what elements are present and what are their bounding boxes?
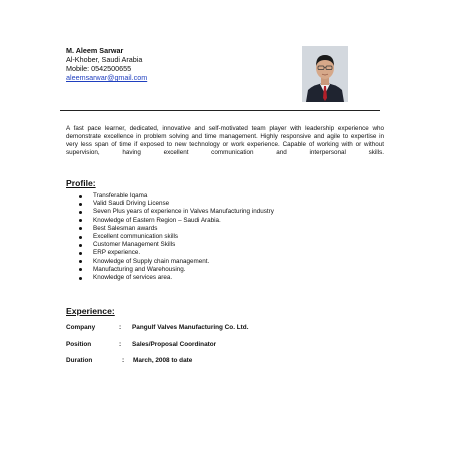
email-link[interactable]: aleemsarwar@gmail.com [66,73,148,82]
profile-photo [302,46,348,102]
separator: : [119,341,122,348]
bullet-icon [79,268,82,271]
bullet-icon [79,277,82,280]
list-item: Knowledge of services area. [66,274,274,282]
list-item: Transferable Iqama [66,192,274,200]
list-item: ERP experience. [66,249,274,257]
list-item: Manufacturing and Warehousing. [66,266,274,274]
position-label: Position [66,341,92,348]
bullet-icon [79,252,82,255]
separator: : [119,324,122,331]
position-value: Sales/Proposal Coordinator [132,341,217,348]
header-divider [60,110,380,111]
bullet-icon [79,227,82,230]
duration-label: Duration [66,357,93,364]
list-item: Customer Management Skills [66,241,274,249]
profile-heading: Profile: [66,178,96,188]
bullet-icon [79,195,82,198]
list-item: Best Salesman awards [66,225,274,233]
bullet-icon [79,244,82,247]
summary-paragraph: A fast pace learner, dedicated, innovative and self-motivated team player with leadership experience who demonstrate excellence in problem solving and time management. Highly responsive and agile to expertise in very less span of time if exposed to new technology or work experience. Capable of working with or without supervision, having excellent communication and interpersonal skills. [66,125,384,157]
candidate-name: M. Aleem Sarwar [66,46,124,55]
profile-list [66,192,274,282]
list-item: Knowledge of Supply chain management. [66,258,274,266]
list-item: Valid Saudi Driving License [66,200,274,208]
experience-heading: Experience: [66,306,115,316]
bullet-icon [79,260,82,263]
bullet-icon [79,211,82,214]
separator: : [122,357,125,364]
list-item: Excellent communication skills [66,233,274,241]
bullet-icon [79,203,82,206]
company-value: Pangulf Valves Manufacturing Co. Ltd. [132,324,249,331]
list-item: Seven Plus years of experience in Valves Manufacturing industry [66,208,274,216]
bullet-icon [79,236,82,239]
list-item: Knowledge of Eastern Region – Saudi Arabia. [66,217,274,225]
duration-value: March, 2008 to date [133,357,193,364]
bullet-icon [79,219,82,222]
location: Al-Khober, Saudi Arabia [66,55,143,64]
mobile: Mobile: 0542500655 [66,64,132,73]
company-label: Company [66,324,96,331]
